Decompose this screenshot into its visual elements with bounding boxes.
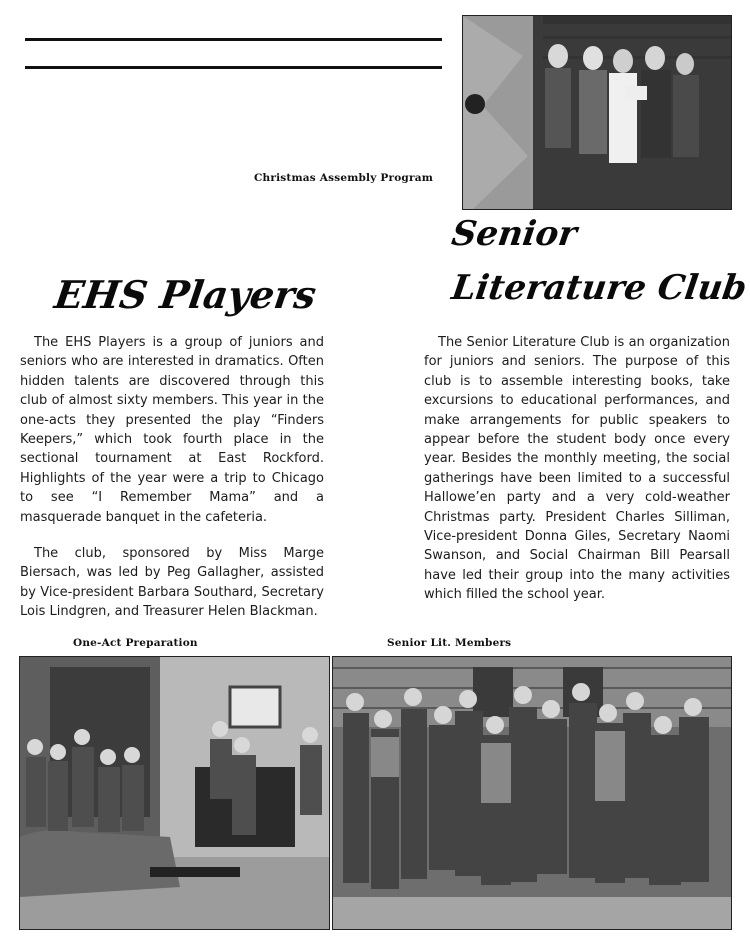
ehs-players-paragraph-2: The club, sponsored by Miss Marge Biersach, was led by Peg Gallagher, assisted by Vice-president Barbara Southard, Secretary Lois Lindgren, and Treasurer Helen Blackman.	[20, 546, 324, 620]
senior-lit-text	[424, 333, 730, 605]
senior-lit-heading-line2: Literature Club	[449, 268, 750, 308]
senior-lit-paragraph-1: The Senior Literature Club is an organization for juniors and seniors. The purpose of this club is to assemble interesting books, take excursions to educational performances, and make arrangements for public speakers to appear before the student body once every year. Besides the monthly meeting, the social gatherings have been limited to a successful Hallowe’en party and a very cold-weather Christmas party. President Charles Silliman, Vice-president Donna Giles, Secretary Naomi Swanson, and Social Chairman Bill Pearsall have led their group into the many activities which filled the school year.	[424, 335, 730, 603]
senior-lit-members-photo	[332, 656, 732, 930]
senior-lit-heading-line1: Senior	[449, 214, 580, 254]
decorative-rule-top	[25, 38, 442, 41]
bottom-left-photo-caption: One-Act Preparation	[73, 637, 198, 649]
one-act-preparation-photo	[19, 656, 330, 930]
ehs-players-heading: EHS Players	[51, 272, 320, 317]
decorative-rule-bottom	[25, 66, 442, 69]
christmas-assembly-photo	[462, 15, 732, 210]
ehs-players-paragraph-1: The EHS Players is a group of juniors and seniors who are interested in dramatics. Often hidden talents are discovered through this club of almost sixty members. This year in the one-acts they presented the play “Finders Keepers,” which took fourth place in the sectional tournament at East Rockford. Highlights of the year were a trip to Chicago to see “I Remember Mama” and a masquerade banquet in the cafeteria.	[20, 335, 324, 525]
top-photo-caption: Christmas Assembly Program	[254, 172, 434, 184]
ehs-players-text	[20, 333, 324, 622]
bottom-right-photo-caption: Senior Lit. Members	[387, 637, 512, 649]
